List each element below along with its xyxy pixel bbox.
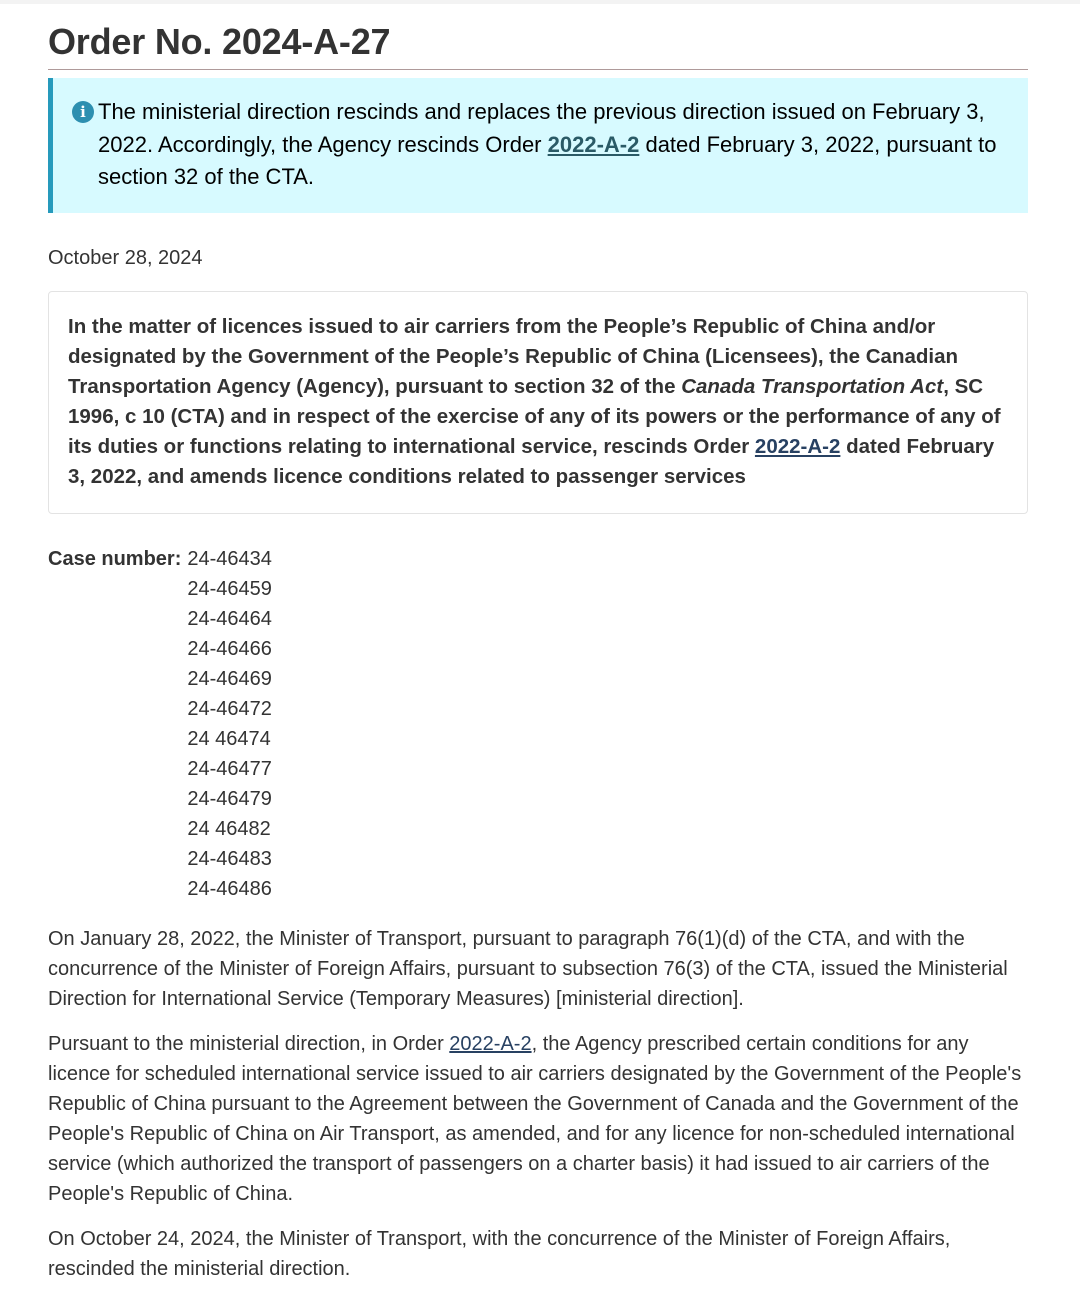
paragraph-ministerial-direction-issued: On January 28, 2022, the Minister of Transport, pursuant to paragraph 76(1)(d) of the CTA, and with the concurrence of the Minister of Foreign Affairs, pursuant to subsection 76(3) of the CTA, issued the Ministerial Direction for International Service (Temporary Measures) [ministerial direction]. — [48, 927, 1008, 1010]
case-numbers — [48, 544, 1028, 904]
case-number-list — [187, 544, 272, 904]
paragraph-text-end: , the Agency prescribed certain conditions for any licence for scheduled international service issued to air carriers designated by the Government of the People's Republic of China pursuant to the Agreement between the Government of Canada and the Government of the People's Republic of China on Air Transport, as amended, and for any licence for non-scheduled international service (which authorized the transport of passengers on a charter basis) it had issued to air carriers of the People's Republic of China. — [48, 1032, 1022, 1205]
info-icon: i — [72, 101, 94, 123]
title-divider — [48, 69, 1028, 70]
order-page — [48, 0, 1028, 1284]
order-date: October 28, 2024 — [48, 246, 203, 269]
case-number-item: 24 46474 — [187, 727, 271, 750]
case-number-item: 24-46459 — [187, 577, 272, 600]
paragraph-direction-rescinded: On October 24, 2024, the Minister of Transport, with the concurrence of the Minister of Foreign Affairs, rescinded the ministerial direction. — [48, 1227, 951, 1280]
matter-summary-box — [48, 291, 1028, 514]
matter-text-middle: , SC 1996, c 10 (CTA) and in respect of the exercise of any of its powers or the performance of any of its duties or functions relating to international service, rescinds Order — [68, 374, 1001, 458]
paragraph-text-start: Pursuant to the ministerial direction, in Order — [48, 1032, 450, 1055]
case-number-item: 24-46472 — [187, 697, 272, 720]
page-title: Order No. 2024-A-27 — [48, 21, 391, 62]
case-number-item: 24-46464 — [187, 607, 272, 630]
case-number-item: 24-46469 — [187, 667, 272, 690]
case-number-item: 24-46486 — [187, 877, 272, 900]
act-title: Canada Transportation Act — [681, 374, 944, 398]
case-number-item: 24-46466 — [187, 637, 272, 660]
case-number-item: 24-46434 — [187, 547, 272, 570]
info-alert — [48, 78, 1028, 213]
alert-text-start: The ministerial direction rescinds and replaces the previous direction issued on February 3, 2022. Accordingly, the Agency rescinds Order — [98, 99, 985, 157]
case-number-item: 24-46479 — [187, 787, 272, 810]
case-number-label: Case number: — [48, 547, 182, 570]
alert-text-end: dated February 3, 2022, pursuant to section 32 of the CTA. — [98, 131, 997, 189]
paragraph-order-2022-a-2-link[interactable]: 2022-A-2 — [449, 1032, 532, 1055]
case-number-item: 24 46482 — [187, 817, 271, 840]
matter-text-end: dated February 3, 2022, and amends licence conditions related to passenger services — [68, 434, 995, 488]
case-number-item: 24-46477 — [187, 757, 272, 780]
case-number-item: 24-46483 — [187, 847, 272, 870]
matter-order-2022-a-2-link[interactable]: 2022-A-2 — [754, 434, 841, 458]
matter-text-start: In the matter of licences issued to air carriers from the People’s Republic of China and/or designated by the Government of the People’s Republic of China (Licensees), the Canadian Transportation Agency (Agency), pursuant to section 32 of the — [68, 314, 959, 398]
paragraph-order-conditions — [48, 1029, 1028, 1209]
order-2022-a-2-link[interactable]: 2022-A-2 — [547, 131, 640, 157]
